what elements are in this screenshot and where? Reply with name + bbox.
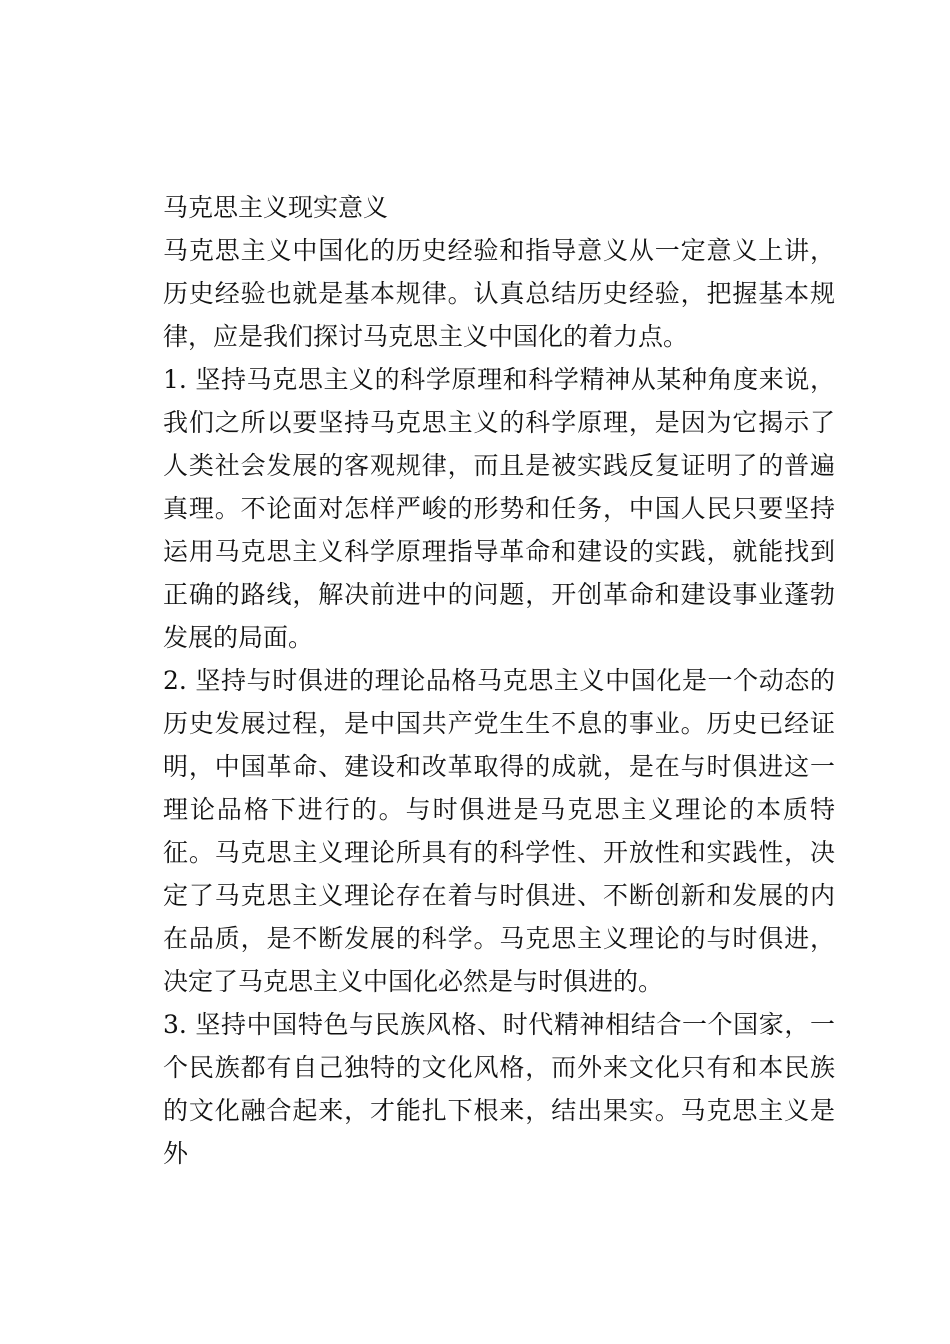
paragraph-point-1: 1. 坚持马克思主义的科学原理和科学精神从某种角度来说，我们之所以要坚持马克思主义的科学原理，是因为它揭示了人类社会发展的客观规律，而且是被实践反复证明了的普遍真理。不论面对怎样严峻的形势和任务，中国人民只要坚持运用马克思主义科学原理指导革命和建设的实践，就能找到正确的路线，解决前进中的问题，开创革命和建设事业蓬勃发展的局面。	[163, 365, 835, 652]
paragraph-point-3: 3. 坚持中国特色与民族风格、时代精神相结合一个国家，一个民族都有自己独特的文化风格，而外来文化只有和本民族的文化融合起来，才能扎下根来，结出果实。马克思主义是外	[163, 1010, 835, 1168]
document-body	[163, 186, 835, 1175]
paragraph-intro: 马克思主义中国化的历史经验和指导意义从一定意义上讲，历史经验也就是基本规律。认真总结历史经验，把握基本规律，应是我们探讨马克思主义中国化的着力点。	[163, 236, 835, 351]
paragraph-point-2: 2. 坚持与时俱进的理论品格马克思主义中国化是一个动态的历史发展过程，是中国共产党生生不息的事业。历史已经证明，中国革命、建设和改革取得的成就，是在与时俱进这一理论品格下进行的。与时俱进是马克思主义理论的本质特征。马克思主义理论所具有的科学性、开放性和实践性，决定了马克思主义理论存在着与时俱进、不断创新和发展的内在品质，是不断发展的科学。马克思主义理论的与时俱进，决定了马克思主义中国化必然是与时俱进的。	[163, 666, 835, 996]
document-title: 马克思主义现实意义	[163, 193, 389, 222]
